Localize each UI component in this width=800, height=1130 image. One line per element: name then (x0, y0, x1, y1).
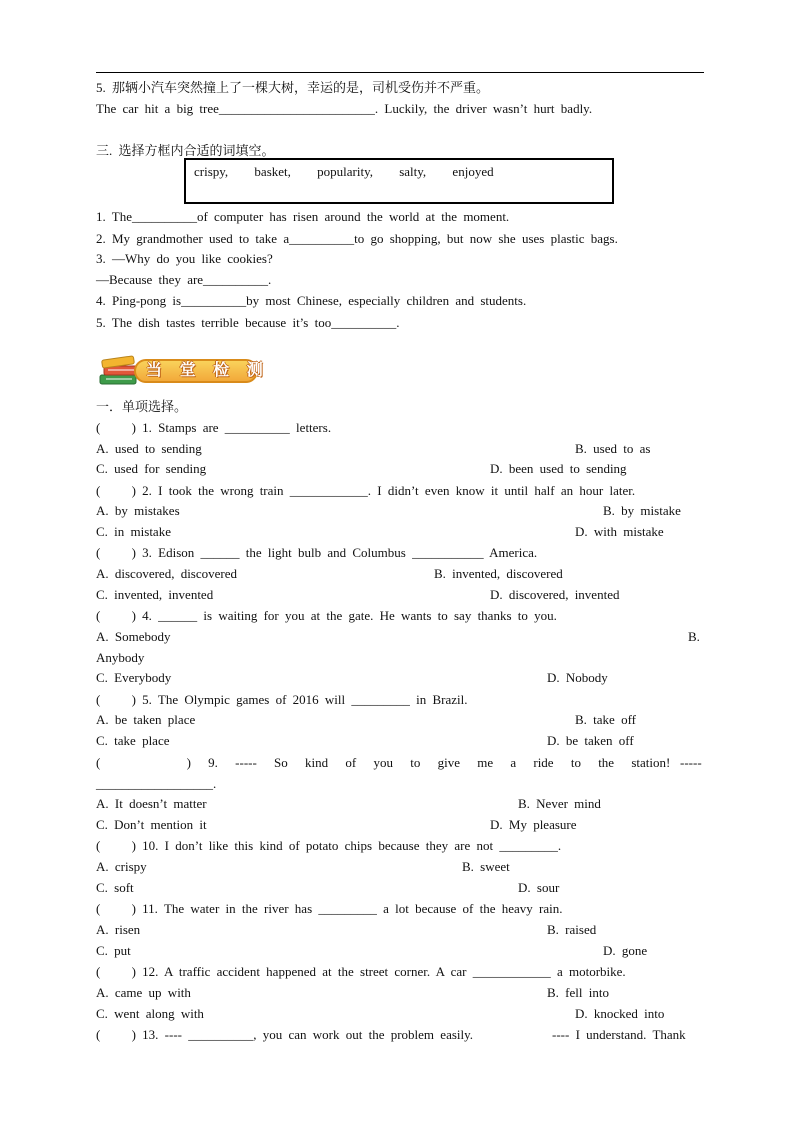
q4-option-d: D. Nobody (547, 670, 608, 685)
q5-english: The car hit a big tree________________________. Luckily, the driver wasn’t hurt badly. (96, 101, 593, 116)
q3-option-a: A. discovered, discovered (96, 566, 238, 581)
q4-option-c: C. Everybody (96, 670, 172, 685)
q5-option-c: C. take place (96, 733, 170, 748)
q4-option-a: A. Somebody (96, 629, 171, 644)
q11-option-b: B. raised (547, 922, 597, 937)
q5-option-a: A. be taken place (96, 712, 196, 727)
q12-stem: ( ) 12. A traffic accident happened at the street corner. A car ____________ a motorbike. (96, 964, 626, 979)
q4-option-b: B. (688, 629, 700, 644)
q13-stem: ( ) 13. ---- __________, you can work out the problem easily. (96, 1027, 474, 1042)
q9-stem: ( ) 9. ----- So kind of you to give me a ride to the station! (96, 755, 671, 770)
q10-stem: ( ) 10. I don’t like this kind of potato chips because they are not _________. (96, 838, 562, 853)
q5-option-b: B. take off (575, 712, 636, 727)
q3-stem: ( ) 3. Edison ______ the light bulb and Columbus ___________ America. (96, 545, 538, 560)
q5-option-d: D. be taken off (547, 733, 634, 748)
q10-option-a: A. crispy (96, 859, 147, 874)
q3-option-b: B. invented, discovered (434, 566, 563, 581)
section3-heading: 三. 选择方框内合适的词填空。 (96, 143, 275, 158)
q11-option-d: D. gone (603, 943, 648, 958)
q4-stem: ( ) 4. ______ is waiting for you at the gate. He wants to say thanks to you. (96, 608, 557, 623)
header-rule (96, 72, 704, 73)
q12-option-c: C. went along with (96, 1006, 204, 1021)
q9-reply-dashes: ----- (680, 755, 702, 770)
q4-option-b-text: Anybody (96, 650, 145, 665)
q9-blank: __________________. (96, 776, 217, 791)
q11-stem: ( ) 11. The water in the river has _________ a lot because of the heavy rain. (96, 901, 563, 916)
q11-option-c: C. put (96, 943, 131, 958)
q5-chinese: 5. 那辆小汽车突然撞上了一棵大树，幸运的是，司机受伤并不严重。 (96, 80, 490, 95)
q2-option-a: A. by mistakes (96, 503, 180, 518)
section3-item-2: 2. My grandmother used to take a__________to go shopping, but now she uses plastic bags. (96, 231, 618, 246)
q12-option-d: D. knocked into (575, 1006, 665, 1021)
banner-title: 当 堂 检 测 (146, 360, 269, 379)
q12-option-a: A. came up with (96, 985, 191, 1000)
q13-reply: ---- I understand. Thank (552, 1027, 686, 1042)
q10-option-b: B. sweet (462, 859, 510, 874)
q1-option-b: B. used to as (575, 441, 651, 456)
section3-item-1: 1. The__________of computer has risen around the world at the moment. (96, 209, 510, 224)
word-bank: crispy, basket, popularity, salty, enjoyed (194, 164, 494, 179)
q11-option-a: A. risen (96, 922, 141, 937)
q9-option-c: C. Don’t mention it (96, 817, 207, 832)
section3-item-3-answer: —Because they are__________. (96, 272, 272, 287)
section3-item-5: 5. The dish tastes terrible because it’s too__________. (96, 315, 400, 330)
q2-stem: ( ) 2. I took the wrong train ____________. I didn’t even know it until half an hour later. (96, 483, 636, 498)
q10-option-c: C. soft (96, 880, 134, 895)
q2-option-d: D. with mistake (575, 524, 664, 539)
q1-stem: ( ) 1. Stamps are __________ letters. (96, 420, 332, 435)
q5-stem: ( ) 5. The Olympic games of 2016 will _________ in Brazil. (96, 692, 468, 707)
section3-item-4: 4. Ping-pong is__________by most Chinese, especially children and students. (96, 293, 527, 308)
q10-option-d: D. sour (518, 880, 560, 895)
q3-option-d: D. discovered, invented (490, 587, 620, 602)
section3-item-3: 3. —Why do you like cookies? (96, 251, 273, 266)
classroom-test-banner (96, 353, 269, 389)
q9-option-b: B. Never mind (518, 796, 601, 811)
q1-option-c: C. used for sending (96, 461, 207, 476)
q3-option-c: C. invented, invented (96, 587, 214, 602)
q1-option-d: D. been used to sending (490, 461, 627, 476)
q2-option-c: C. in mistake (96, 524, 171, 539)
word-bank-box (184, 158, 614, 204)
q12-option-b: B. fell into (547, 985, 609, 1000)
q1-option-a: A. used to sending (96, 441, 202, 456)
q2-option-b: B. by mistake (603, 503, 681, 518)
q9-option-a: A. It doesn’t matter (96, 796, 207, 811)
q9-option-d: D. My pleasure (490, 817, 577, 832)
section1-heading: 一．单项选择。 (96, 399, 188, 414)
